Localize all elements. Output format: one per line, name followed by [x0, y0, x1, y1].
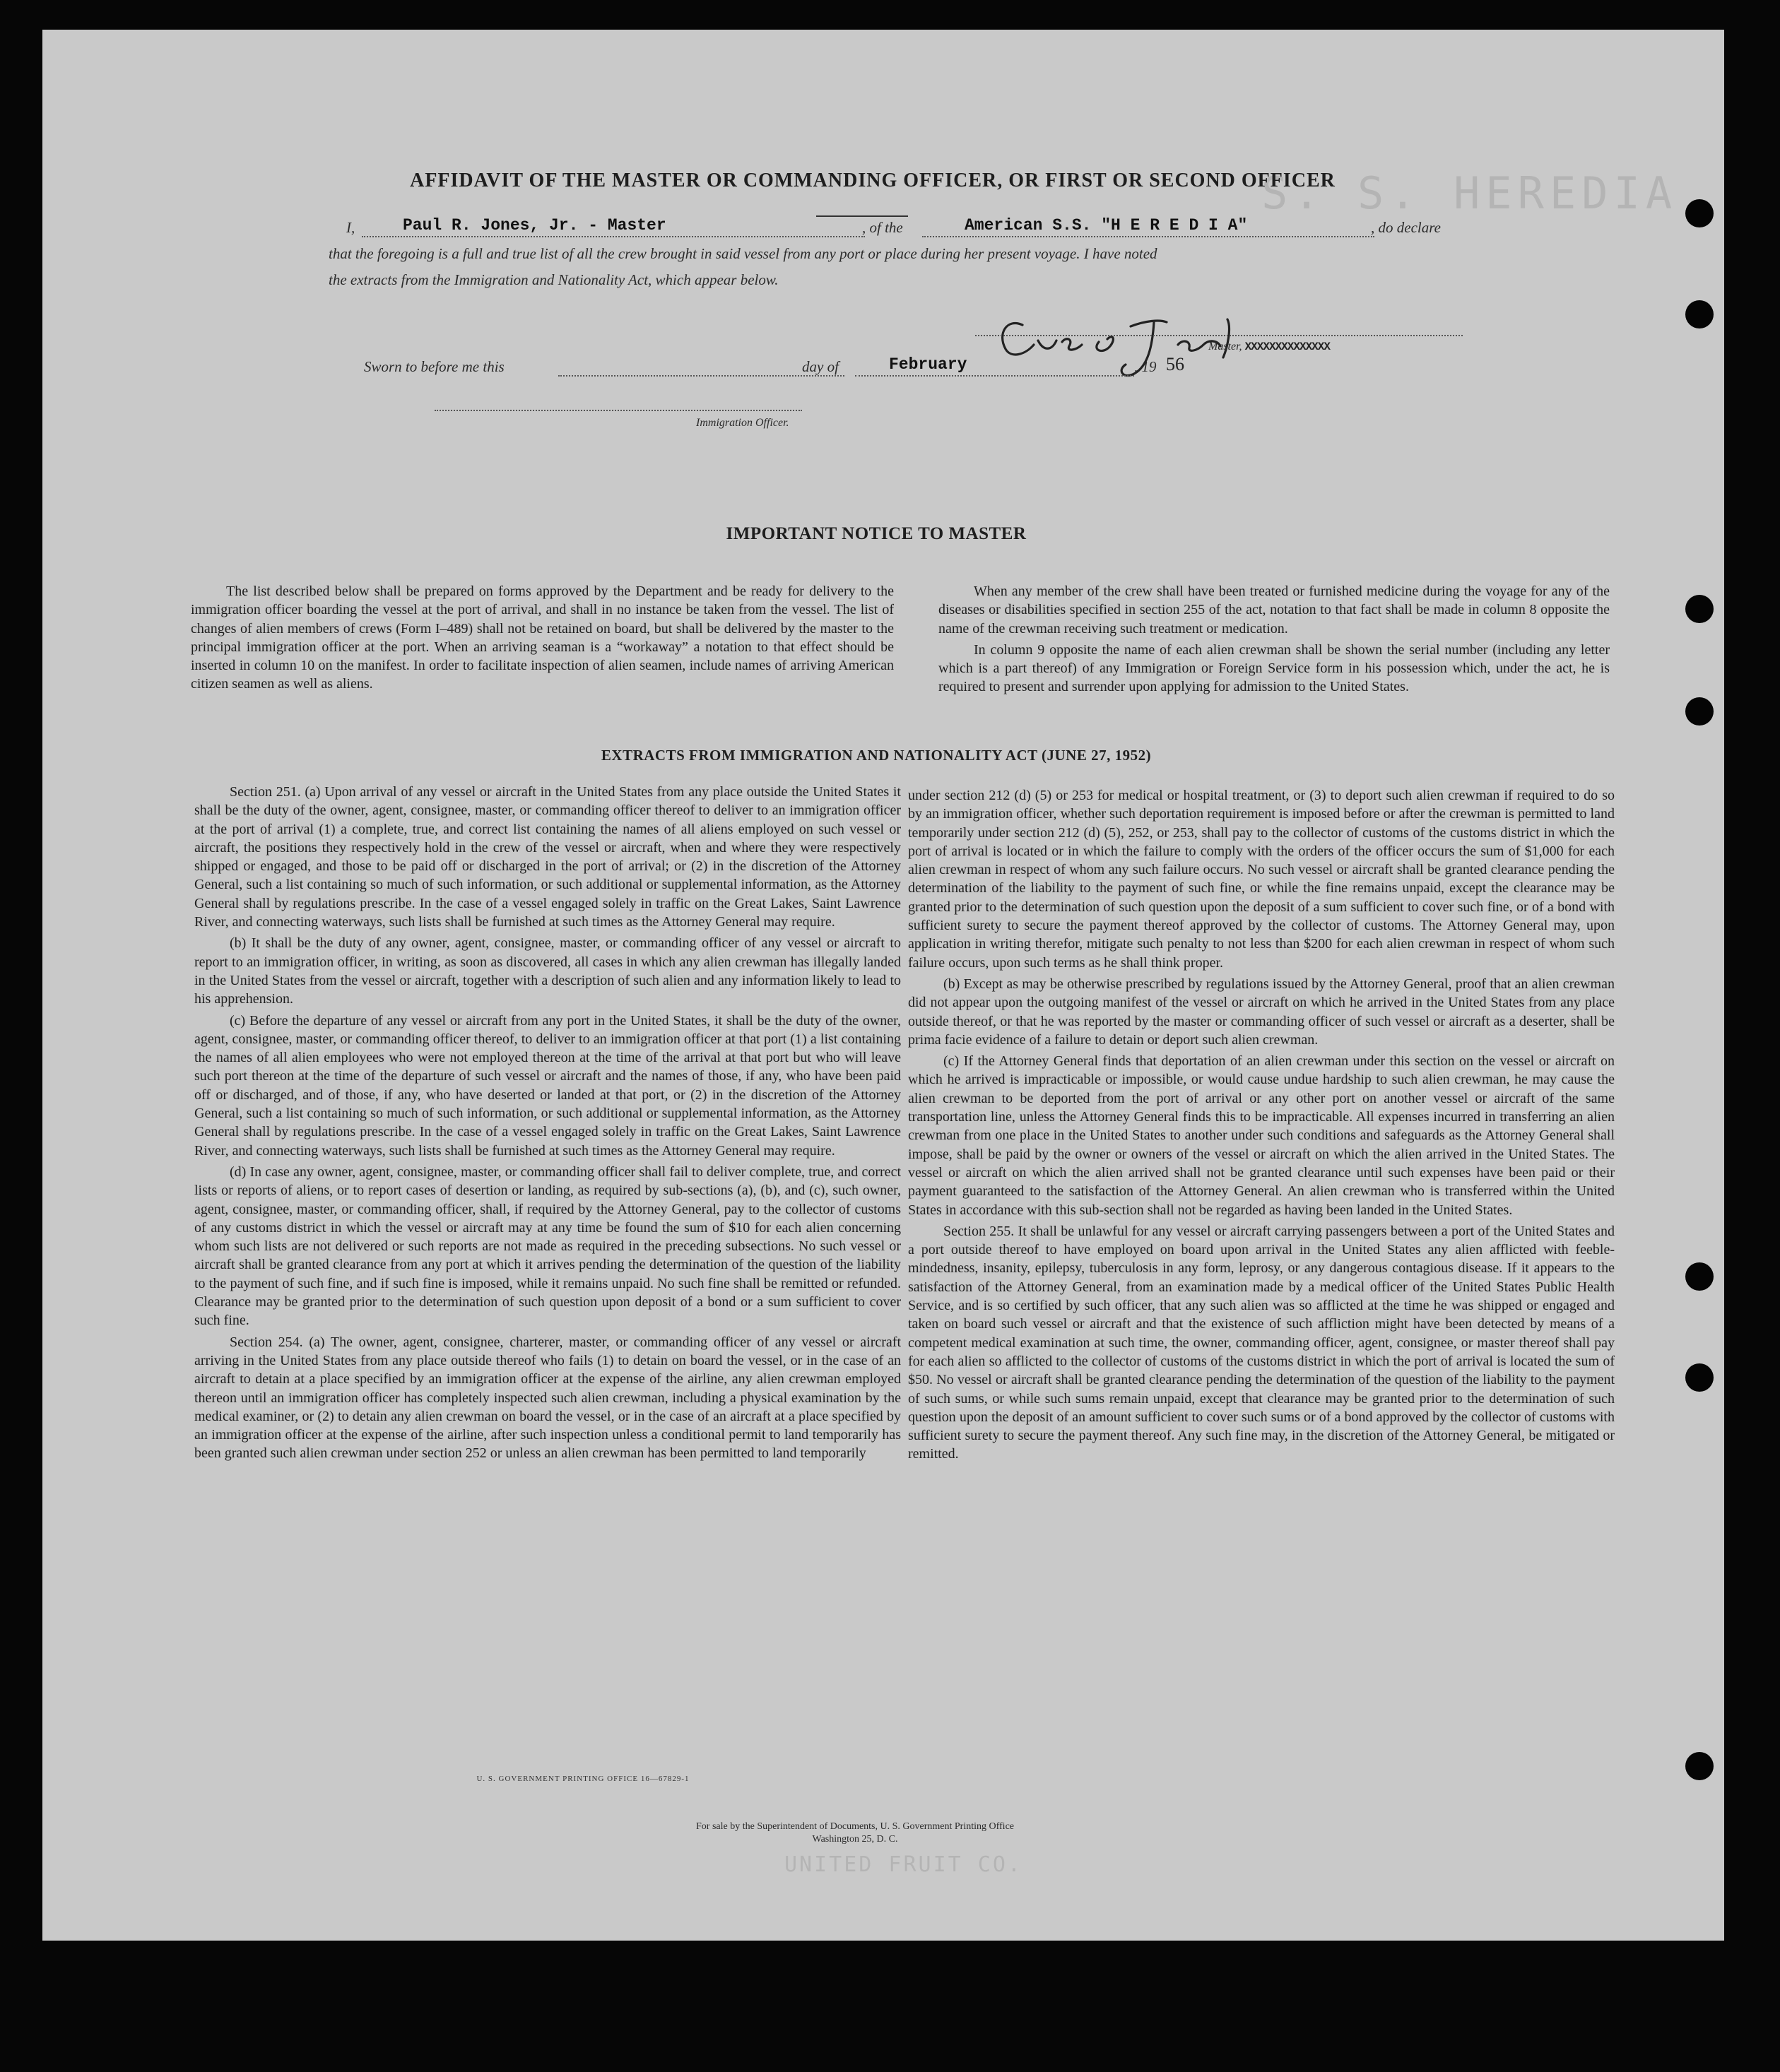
sale-line-1: For sale by the Superintendent of Documents, U. S. Government Printing Office: [696, 1821, 1014, 1832]
of-the-label: , of the: [862, 219, 903, 236]
sale-line-2: Washington 25, D. C.: [812, 1834, 898, 1845]
notice-paragraph: In column 9 opposite the name of each alien crewman shall be shown the serial number (including any letter which is a part thereof) of any Immigration or Foreign Service form in his possession which, under the act, he is required to present and surrender upon applying for admission to the United States.: [938, 641, 1610, 695]
punch-hole: [1685, 199, 1714, 227]
extract-paragraph: Section 255. It shall be unlawful for any vessel or aircraft carrying passengers between a port of the United States and a port outside thereof to have employed on board upon arrival in the United States any alien afflicted with feeble-mindedness, insanity, epilepsy, tuberculosis in any form, leprosy, or any dangerous contagious disease. If it appears to the satisfaction of the Attorney General, from an examination made by a medical officer of the United States Public Health Service, and is so certified by such officer, that any such alien was so afflicted at the time he was shipped or engaged and taken on board such vessel or aircraft and that the existence of such affliction might have been detected by means of a competent medical examination at such time, the owner, commanding officer, agent, consignee, or master thereof shall pay for each alien so afflicted to the collector of customs of the customs district in which the port of arrival is located the sum of $50. No vessel or aircraft shall be granted clearance pending the determination of the question of the liability to the payment of such sums, or while such sums remain unpaid, except that clearance may be granted prior to the determination of such question upon the deposit of an amount sufficient to cover such sums or of a bond approved by the collector of customs with sufficient surety to secure the payment thereof. Any such fine may, in the discretion of the Attorney General, be mitigated or remitted.: [908, 1223, 1615, 1462]
punch-hole: [1685, 1752, 1714, 1780]
title-rule: [816, 215, 908, 217]
statement-line-1: that the foregoing is a full and true list of all the crew brought in said vessel from any port or place during her present voyage. I have noted: [329, 245, 1157, 262]
notice-paragraph: The list described below shall be prepared on forms approved by the Department and be ready for delivery to the immigration officer boarding the vessel at the port of arrival, and shall in no instance be taken from the vessel. The list of changes of alien members of crews (Form I–489) shall not be retained on board, but shall be delivered by the master to the principal immigration officer at the port. When an arriving seaman is a “workaway” a notation to that effect should be inserted in column 10 on the manifest. In order to facilitate inspection of alien seamen, include names of arriving American citizen seamen as well as aliens.: [191, 584, 894, 692]
extract-paragraph: under section 212 (d) (5) or 253 for medical or hospital treatment, or (3) to deport such alien crewman if required to do so by an immigration officer, whether such deportation requirement is imposed before or after the crewman is permitted to land temporarily under section 212 (d) (5), 252, or 253, shall pay to the collector of customs of the customs district in which the port of arrival is located or in which the failure to comply with the orders of the officer occurs the sum of $1,000 for each alien crewman in respect of whom any such failure occurs. No such vessel or aircraft shall be granted clearance pending the determination of the liability to the payment of such fine, or while the fine remains unpaid, except the clearance may be granted prior to the determination of such question upon the deposit of a sum sufficient to cover such fine, or of a bond with sufficient surety to secure the payment thereof approved by the collector of customs. The Attorney General may, upon application in writing therefor, mitigate such penalty to not less than $200 for each alien crewman in respect of whom such failure occurs, upon such terms as he shall think proper.: [908, 788, 1615, 971]
year-prefix: , 19: [1134, 358, 1157, 375]
immigration-officer-line: [435, 410, 802, 411]
vessel-fill-line: [922, 236, 1374, 237]
sworn-month: February: [889, 355, 967, 374]
extract-paragraph: (b) Except as may be otherwise prescribed by regulations issued by the Attorney General, proof that an alien crewman did not appear upon the outgoing manifest of the vessel or aircraft on which he arrived in the United States from any place outside thereof, or that he was reported by the master or commanding officer of such vessel or aircraft as a deserter, shall be prima facie evidence of a failure to detain or deport such alien crewman.: [908, 976, 1615, 1048]
bleed-through-stamp: S. S. HEREDIA: [1261, 167, 1678, 219]
notice-title: IMPORTANT NOTICE TO MASTER: [726, 524, 1027, 543]
month-fill-line: [855, 375, 1134, 377]
statement-line-2: the extracts from the Immigration and Nationality Act, which appear below.: [329, 271, 779, 288]
punch-hole: [1685, 595, 1714, 623]
immigration-officer-label: Immigration Officer.: [696, 417, 789, 429]
bleed-through-footer: UNITED FRUIT CO.: [784, 1852, 1022, 1877]
vessel-name: American S.S. "H E R E D I A": [965, 216, 1248, 235]
punch-hole: [1685, 697, 1714, 726]
punch-hole: [1685, 300, 1714, 328]
sale-notice: [42, 1821, 1668, 1846]
extract-paragraph: (d) In case any owner, agent, consignee, master, or commanding officer shall fail to deliver complete, true, and correct lists or reports of aliens, or to report cases of desertion or landing, as required by sub-sections (a), (b), and (c), such owner, agent, consignee, master, or commanding officer, shall, if required by the Attorney General, pay to the collector of customs of any customs district in which the vessel or aircraft may at any time be found the sum of $10 for each alien concerning whom such lists are not delivered or such reports are not made as required in the preceding subsections. No such vessel or aircraft shall be granted clearance from any port at which it arrives pending the determination of the question of the liability to the payment of such fine, and if such fine is imposed, while it remains unpaid. No such fine shall be remitted or refunded. Clearance may be granted prior to the determination of such question upon deposit of a bond or a sum sufficient to cover such fine.: [194, 1164, 901, 1329]
affidavit-title: AFFIDAVIT OF THE MASTER OR COMMANDING OFFICER, OR FIRST OR SECOND OFFICER: [410, 170, 1336, 191]
extract-paragraph: (b) It shall be the duty of any owner, agent, consignee, master, or commanding officer of any vessel or aircraft to report to an immigration officer, in writing, as soon as discovered, all cases in which any alien crewman has illegally landed in the United States from the vessel or aircraft, together with a description of such alien and any information likely to lead to his apprehension.: [194, 935, 901, 1007]
declarant-prefix: I,: [346, 219, 355, 236]
do-declare-label: , do declare: [1371, 219, 1441, 236]
extracts-title: EXTRACTS FROM IMMIGRATION AND NATIONALITY ACT (JUNE 27, 1952): [601, 747, 1152, 764]
document-page: [42, 30, 1724, 1941]
sworn-label: Sworn to before me this: [364, 358, 505, 375]
punch-hole: [1685, 1363, 1714, 1392]
declarant-name: Paul R. Jones, Jr. - Master: [403, 216, 666, 235]
notice-right-column: [938, 582, 1610, 697]
punch-hole: [1685, 1262, 1714, 1291]
extract-paragraph: Section 254. (a) The owner, agent, consignee, charterer, master, or commanding officer of any vessel or aircraft arriving in the United States from any place outside thereof who fails (1) to detain on board the vessel, or in the case of an aircraft to detain at a place specified by an immigration officer at the expense of the airline, any alien crewman employed thereon until an immigration officer has completely inspected such alien crewman, including a physical examination by the medical examiner, or (2) to detain any alien crewman on board the vessel, or in the case of an aircraft at a place specified by an immigration officer at the expense of the airline, after such inspection unless a conditional permit to land temporarily has been granted such alien crewman under section 252 or unless an alien crewman has been permitted to land temporarily: [194, 1334, 901, 1462]
signature-line: [975, 335, 1463, 336]
year-suffix-handwritten: 56: [1166, 354, 1184, 374]
extract-paragraph: Section 251. (a) Upon arrival of any vessel or aircraft in the United States from any place outside the United States it shall be the duty of the owner, agent, consignee, master, or commanding officer thereof to deliver to an immigration officer at the port of arrival (1) a complete, true, and correct list containing the names of all aliens employed on such vessel or aircraft, the positions they respectively hold in the crew of the vessel or aircraft, when and where they were respectively shipped or engaged, and those to be paid off or discharged in the port of arrival; or (2) in the discretion of the Attorney General, such a list containing so much of such information, or such additional or supplemental information, as the Attorney General shall by regulations prescribe. In the case of a vessel engaged solely in traffic on the Great Lakes, Saint Lawrence River, and connecting waterways, such lists shall be furnished at such times as the Attorney General may require.: [194, 784, 901, 930]
struck-officer-title: XXXXXXXXXXXXXX: [1244, 341, 1330, 353]
extracts-left-column: [194, 783, 901, 1463]
declarant-fill-line: [362, 236, 865, 237]
notice-paragraph: When any member of the crew shall have been treated or furnished medicine during the voyage for any of the diseases or disabilities specified in section 255 of the act, notation to that fact shall be made in column 8 opposite the name of the crewman receiving such treatment or medication.: [938, 584, 1610, 637]
signature-caption: Master, XXXXXXXXXXXXXX: [1208, 341, 1330, 353]
notice-left-column: [191, 582, 894, 694]
extracts-right-column: [908, 786, 1615, 1464]
extract-paragraph: (c) Before the departure of any vessel or aircraft from any port in the United States, it shall be the duty of the owner, agent, consignee, master, or commanding officer thereof, to deliver to an immigration officer at that port (1) a list containing the names of all alien employees who were not employed thereon at the time of the arrival at that port but who will leave such port thereon at the time of the departure of such vessel or aircraft and the names of those, if any, who have been paid off or discharged, and of those, if any, who have deserted or landed at that port, or (2) in the discretion of the Attorney General, such a list containing so much of such information, or such additional or supplemental information, as the Attorney General shall by regulations prescribe. In the case of a vessel engaged solely in traffic on the Great Lakes, Saint Lawrence River, and connecting waterways, such lists shall be furnished at such times as the Attorney General may require.: [194, 1012, 901, 1159]
extract-paragraph: (c) If the Attorney General finds that deportation of an alien crewman under this section on the vessel or aircraft on which he arrived is impracticable or impossible, or would cause undue hardship to such alien crewman, he may cause the alien crewman to be deported from the port of arrival or any other port on another vessel or aircraft of the same transportation line, unless the Attorney General finds this to be impracticable. All expenses incurred in transferring an alien crewman from one place in the United States to another under such conditions and safeguards as the Attorney General shall impose, shall be paid by the owner or owners of the vessel or aircraft on which the alien arrived in the United States. The vessel or aircraft on which the alien arrived shall not be granted clearance until such expenses have been paid or their payment guaranteed to the satisfaction of the Attorney General. An alien crewman who is transferred within the United States in accordance with this sub-section shall not be regarded as having been landed in the United States.: [908, 1053, 1615, 1218]
day-of-label: day of: [802, 358, 839, 375]
printer-imprint: U. S. GOVERNMENT PRINTING OFFICE 16—67829-1: [476, 1775, 690, 1783]
